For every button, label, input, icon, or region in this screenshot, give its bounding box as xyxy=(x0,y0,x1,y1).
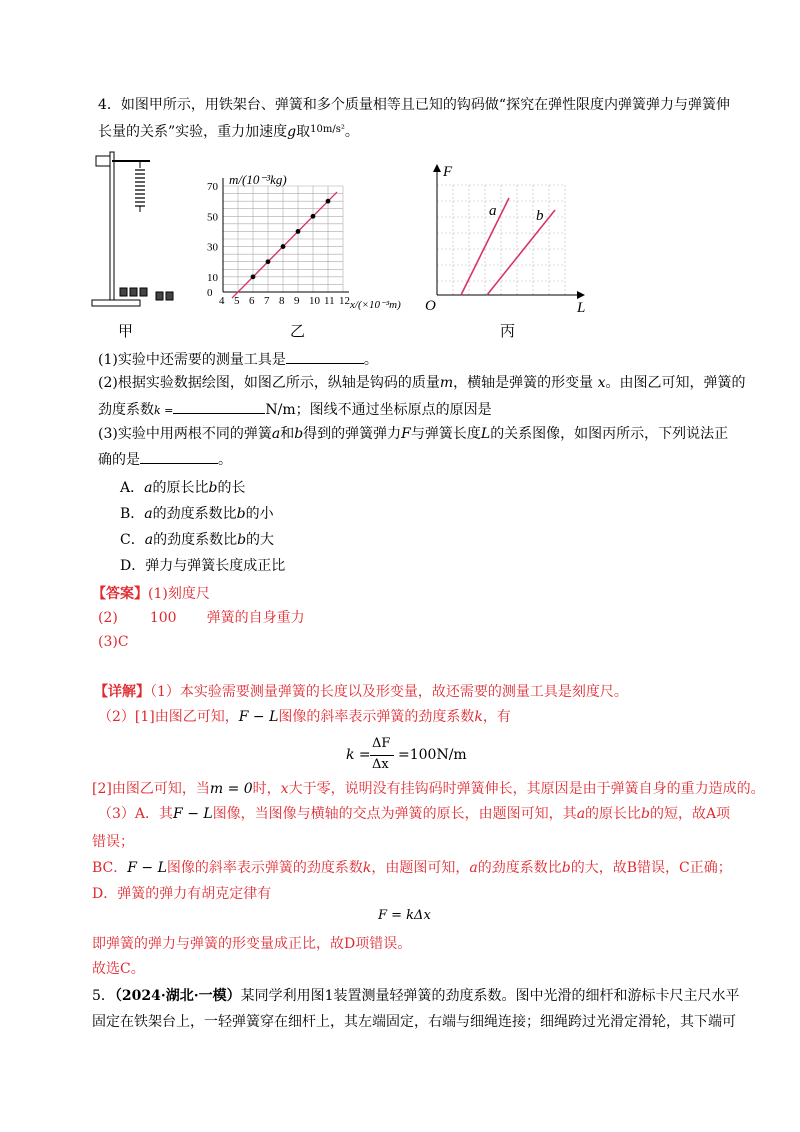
q5-line1: 5．（2024·湖北·一模）某同学利用图1装置测量轻弹簧的劲度系数。图中光滑的细杆和游标卡尺主尺水平 xyxy=(92,988,740,1004)
answer-line3: (3)C xyxy=(98,634,129,650)
yi-xlabel: x/(×10⁻³m) xyxy=(350,299,401,311)
x-tick-label: 11 xyxy=(324,295,335,307)
detail-line4: （3）A．其F − L图像，当图像与横轴的交点为弹簧的原长，由题图可知，其a的原长比b的短，故A项 xyxy=(98,806,731,822)
x-tick-label: 8 xyxy=(279,295,285,307)
data-point xyxy=(281,244,286,249)
bing-label-b: b xyxy=(536,208,544,224)
bing-label-a: a xyxy=(489,203,497,219)
figure-bing-graph xyxy=(425,160,595,315)
option-b: B．a的劲度系数比b的小 xyxy=(120,506,274,522)
y-tick-label: 0 xyxy=(207,287,213,299)
answer-line1: 【答案】(1)刻度尺 xyxy=(92,586,210,602)
q4-stem-line2: 长量的关系”实验，重力加速度g取$^{10m/s^2}$。 xyxy=(98,124,359,140)
figure-label-yi: 乙 xyxy=(290,322,306,340)
x-tick-label: 9 xyxy=(294,295,300,307)
x-tick-label: 4 xyxy=(219,295,225,307)
detail-line6: BC．F − L图像的斜率表示弹簧的劲度系数k，由题图可知，a的劲度系数比b的大，故B错误，C正确； xyxy=(92,860,732,876)
q4-sub2-line1: (2)根据实验数据绘图，如图乙所示，纵轴是钩码的质量m，横轴是弹簧的形变量 x。由图乙可知，弹簧的 xyxy=(98,375,746,391)
y-tick-label: 70 xyxy=(207,181,218,193)
answer-line2: (2) 100 弹簧的自身重力 xyxy=(98,610,305,626)
bing-origin: O xyxy=(425,298,436,314)
bing-line-a xyxy=(461,198,509,295)
x-tick-label: 6 xyxy=(249,295,255,307)
bing-xlabel: L xyxy=(577,300,586,315)
figure-label-bing: 丙 xyxy=(500,322,516,340)
q4-stem-line1: 4．如图甲所示，用铁架台、弹簧和多个质量相等且已知的钩码做“探究在弹性限度内弹簧弹力与弹簧伸 xyxy=(98,97,731,113)
detail-line5: 错误； xyxy=(92,834,134,850)
x-tick-label: 5 xyxy=(234,295,240,307)
data-point xyxy=(296,229,301,234)
x-tick-label: 7 xyxy=(264,295,270,307)
formula-hooke: F = kΔx xyxy=(378,908,431,923)
y-tick-label: 10 xyxy=(207,271,218,284)
q4-sub1: (1)实验中还需要的测量工具是 。 xyxy=(98,349,378,370)
option-c: C．a的劲度系数比b的大 xyxy=(120,532,275,548)
x-tick-label: 12 xyxy=(339,295,350,307)
y-tick-label: 30 xyxy=(207,241,218,254)
detail-line1: 【详解】（1）本实验需要测量弹簧的长度以及形变量，故还需要的测量工具是刻度尺。 xyxy=(94,684,628,700)
detail-line9: 故选C。 xyxy=(92,961,145,977)
figure-label-jia: 甲 xyxy=(118,322,134,340)
q4-sub3-line2: 确的是 。 xyxy=(98,449,232,470)
q4-sub3-line1: (3)实验中用两根不同的弹簧a和b得到的弹簧弹力F与弹簧长度L的关系图像，如图丙所示，下列说法正 xyxy=(98,426,729,442)
detail-line7: D．弹簧的弹力有胡克定律有 xyxy=(92,886,272,902)
q4-sub2-line2: 劲度系数k = N/m；图线不通过坐标原点的原因是 xyxy=(98,399,492,421)
data-point xyxy=(251,274,256,279)
data-point xyxy=(311,214,316,219)
option-a: A．a的原长比b的长 xyxy=(120,480,246,496)
data-point xyxy=(266,259,271,264)
figure-jia-iron-stand xyxy=(90,150,200,350)
detail-line2: （2）[1]由图乙可知，F − L图像的斜率表示弹簧的劲度系数k，有 xyxy=(98,709,511,725)
y-tick-label: 50 xyxy=(207,211,218,224)
detail-line3: [2]由图乙可知，当m = 0时，x大于零，说明没有挂钩码时弹簧伸长，其原因是由于弹簧自身的重力造成的。 xyxy=(92,781,765,797)
figure-yi-graph xyxy=(205,168,425,318)
yi-ylabel: m/(10⁻³kg) xyxy=(229,172,287,187)
x-tick-label: 10 xyxy=(309,295,320,307)
bing-ylabel: F xyxy=(443,164,453,180)
q5-line2: 固定在铁架台上，一轻弹簧穿在细杆上，其左端固定，右端与细绳连接；细绳跨过光滑定滑轮，其下端可 xyxy=(92,1014,736,1030)
detail-line8: 即弹簧的弹力与弹簧的形变量成正比，故D项错误。 xyxy=(92,936,412,952)
data-point xyxy=(326,199,331,204)
option-d: D．弹力与弹簧长度成正比 xyxy=(120,558,286,574)
